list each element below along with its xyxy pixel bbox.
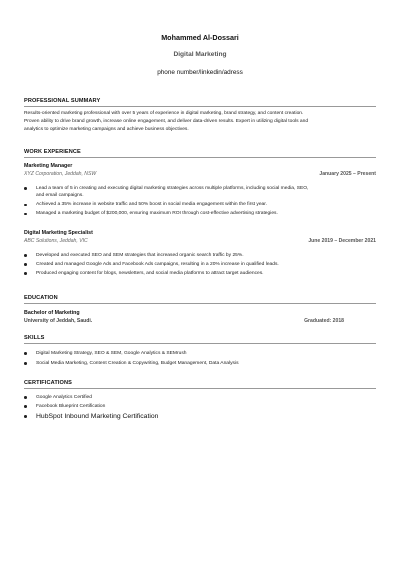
bullet-icon [24, 204, 27, 207]
school: University of Jeddah, Saudi. [24, 318, 93, 324]
certifications-list [24, 394, 376, 421]
bullet-icon [24, 213, 27, 216]
experience-divider [24, 157, 376, 158]
bullet-line: Managed a marketing budget of $200,000, ensuring maximum ROI through cost-effective advertising strategies. [36, 211, 278, 217]
bullet-line: Lead a team of 5 in creating and executing digital marketing strategies across multiple platforms, including social media, SEO, [36, 186, 309, 191]
job-dates: June 2019 – December 2021 [308, 238, 376, 244]
summary-heading: PROFESSIONAL SUMMARY [24, 98, 101, 104]
job-bullet [24, 185, 376, 200]
contact-line: phone number/linkedin/adress [157, 69, 243, 76]
job-dates: January 2025 – Present [319, 171, 376, 177]
bullet-line: Created and managed Google Ads and Facebook Ads campaigns, resulting in a 20% increase in qualified leads. [36, 262, 279, 267]
skills-list [24, 350, 376, 367]
certification-item [24, 412, 376, 421]
education-heading: EDUCATION [24, 295, 58, 301]
bullet-icon [24, 405, 27, 408]
job-title: Marketing Manager [24, 163, 73, 169]
job-bullet [24, 201, 376, 208]
bullet-icon [24, 272, 27, 275]
certification-text: Google Analytics Certified [36, 395, 92, 400]
bullet-icon [24, 352, 27, 355]
job-bullet [24, 261, 376, 268]
candidate-title: Digital Marketing [173, 51, 227, 58]
certification-item [24, 403, 376, 410]
job-bullet [24, 252, 376, 259]
skill-text: Digital Marketing Strategy, SEO & SEM, Google Analytics & SEMrush [36, 351, 187, 356]
certification-text: HubSpot Inbound Marketing Certification [36, 412, 159, 420]
bullet-line: Achieved a 35% increase in website traffic and 50% boost in social media engagement within the first year. [36, 202, 267, 208]
bullet-line: Developed and executed SEO and SEM strategies that increased organic search traffic by 25%. [36, 253, 244, 258]
bullet-icon [24, 263, 27, 266]
job-company: XYZ Corporation, Jeddah, NSW [24, 171, 97, 177]
bullet-icon [24, 187, 27, 190]
summary-line: analytics to optimize marketing campaigns and achieve business objectives. [24, 127, 189, 132]
bullet-icon [24, 254, 27, 257]
job-bullet [24, 270, 376, 277]
certification-item [24, 394, 376, 401]
bullet-line: and email campaigns. [36, 193, 84, 199]
job-company: ABC Solutions, Jeddah, VIC [24, 238, 88, 244]
job-bullet-list [24, 185, 376, 218]
degree: Bachelor of Marketing [24, 310, 80, 316]
certifications-heading: CERTIFICATIONS [24, 380, 72, 386]
certifications-divider [24, 388, 376, 389]
summary-text [24, 110, 376, 134]
skills-divider [24, 343, 376, 344]
graduation-date: Graduated: 2018 [304, 318, 344, 324]
bullet-icon [24, 415, 27, 418]
job-bullet-list [24, 252, 376, 277]
summary-line: Proven ability to drive brand growth, increase online engagement, and deliver data-driven results. Expert in utilizing digital tools and [24, 119, 309, 124]
certification-text: Facebook Blueprint Certification [36, 404, 106, 410]
skill-item [24, 360, 376, 367]
bullet-line: Produced engaging content for blogs, newsletters, and social media platforms to attract target audiences. [36, 271, 264, 276]
skill-text: Social Media Marketing, Content Creation & Copywriting, Budget Management, Data Analysis [36, 361, 239, 366]
job-bullet [24, 210, 376, 217]
skills-heading: SKILLS [24, 335, 45, 341]
summary-divider [24, 106, 376, 107]
job-title: Digital Marketing Specialist [24, 230, 93, 236]
skill-item [24, 350, 376, 357]
candidate-name: Mohammed Al-Dossari [161, 33, 239, 42]
bullet-icon [24, 396, 27, 399]
bullet-icon [24, 362, 27, 365]
experience-heading: WORK EXPERIENCE [24, 149, 81, 155]
education-divider [24, 303, 376, 304]
summary-line: Results-oriented marketing professional with over 5 years of experience in digital marketing, brand strategy, and content creation. [24, 111, 304, 116]
